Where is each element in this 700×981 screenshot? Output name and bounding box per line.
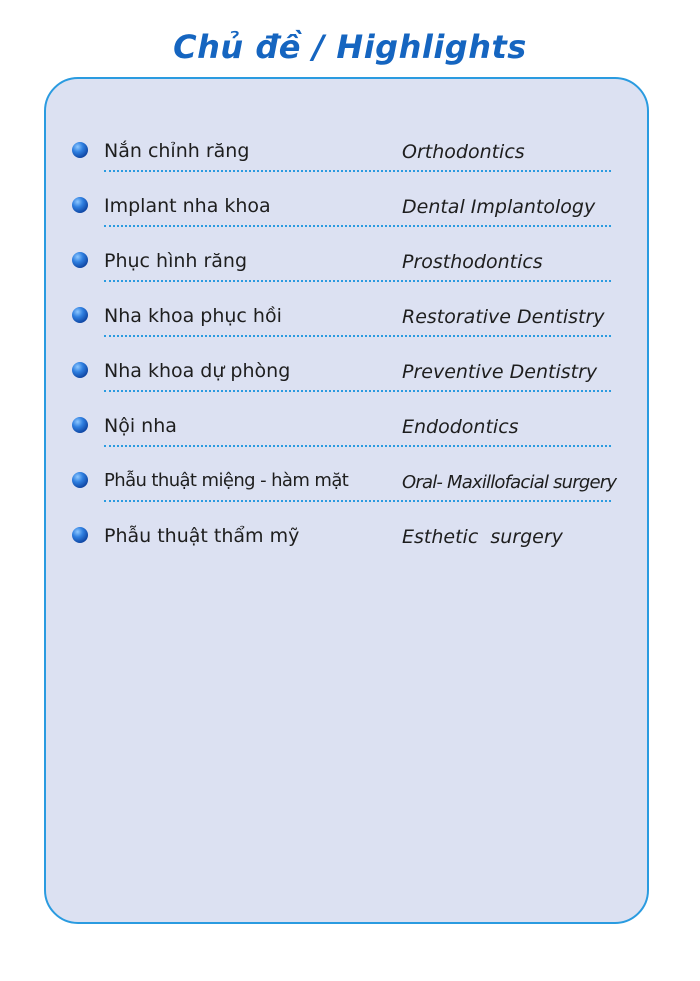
topic-vn-label: Implant nha khoa: [104, 195, 271, 217]
list-item: [46, 244, 647, 328]
topic-en-label: Restorative Dentistry: [402, 306, 605, 328]
topic-en-label: Endodontics: [402, 416, 519, 438]
list-item: [46, 409, 647, 493]
list-item: [46, 464, 647, 548]
list-item: [46, 354, 647, 438]
highlights-panel: [44, 77, 649, 924]
topic-vn-label: Nha khoa dự phòng: [104, 360, 291, 382]
topic-en-label: Orthodontics: [402, 141, 525, 163]
list-item: [46, 189, 647, 273]
page-title: Chủ đề / Highlights: [173, 28, 527, 66]
topic-en-label: Esthetic surgery: [402, 526, 563, 548]
list-item: [46, 134, 647, 218]
topic-vn-label: Phẫu thuật miệng - hàm mặt: [104, 470, 349, 491]
topic-vn-label: Phẫu thuật thẩm mỹ: [104, 525, 300, 547]
topic-vn-label: Nha khoa phục hồi: [104, 305, 282, 327]
list-item: [46, 299, 647, 383]
topic-vn-label: Phục hình răng: [104, 250, 248, 272]
topic-vn-label: Nắn chỉnh răng: [104, 140, 250, 162]
topic-vn-label: Nội nha: [104, 415, 177, 437]
topic-en-label: Dental Implantology: [402, 196, 596, 218]
list-item: [46, 79, 647, 163]
topic-en-label: Oral- Maxillofacial surgery: [402, 472, 617, 493]
bullet-icon: [72, 527, 88, 543]
topic-en-label: Prosthodontics: [402, 251, 543, 273]
topic-en-label: Preventive Dentistry: [402, 361, 598, 383]
